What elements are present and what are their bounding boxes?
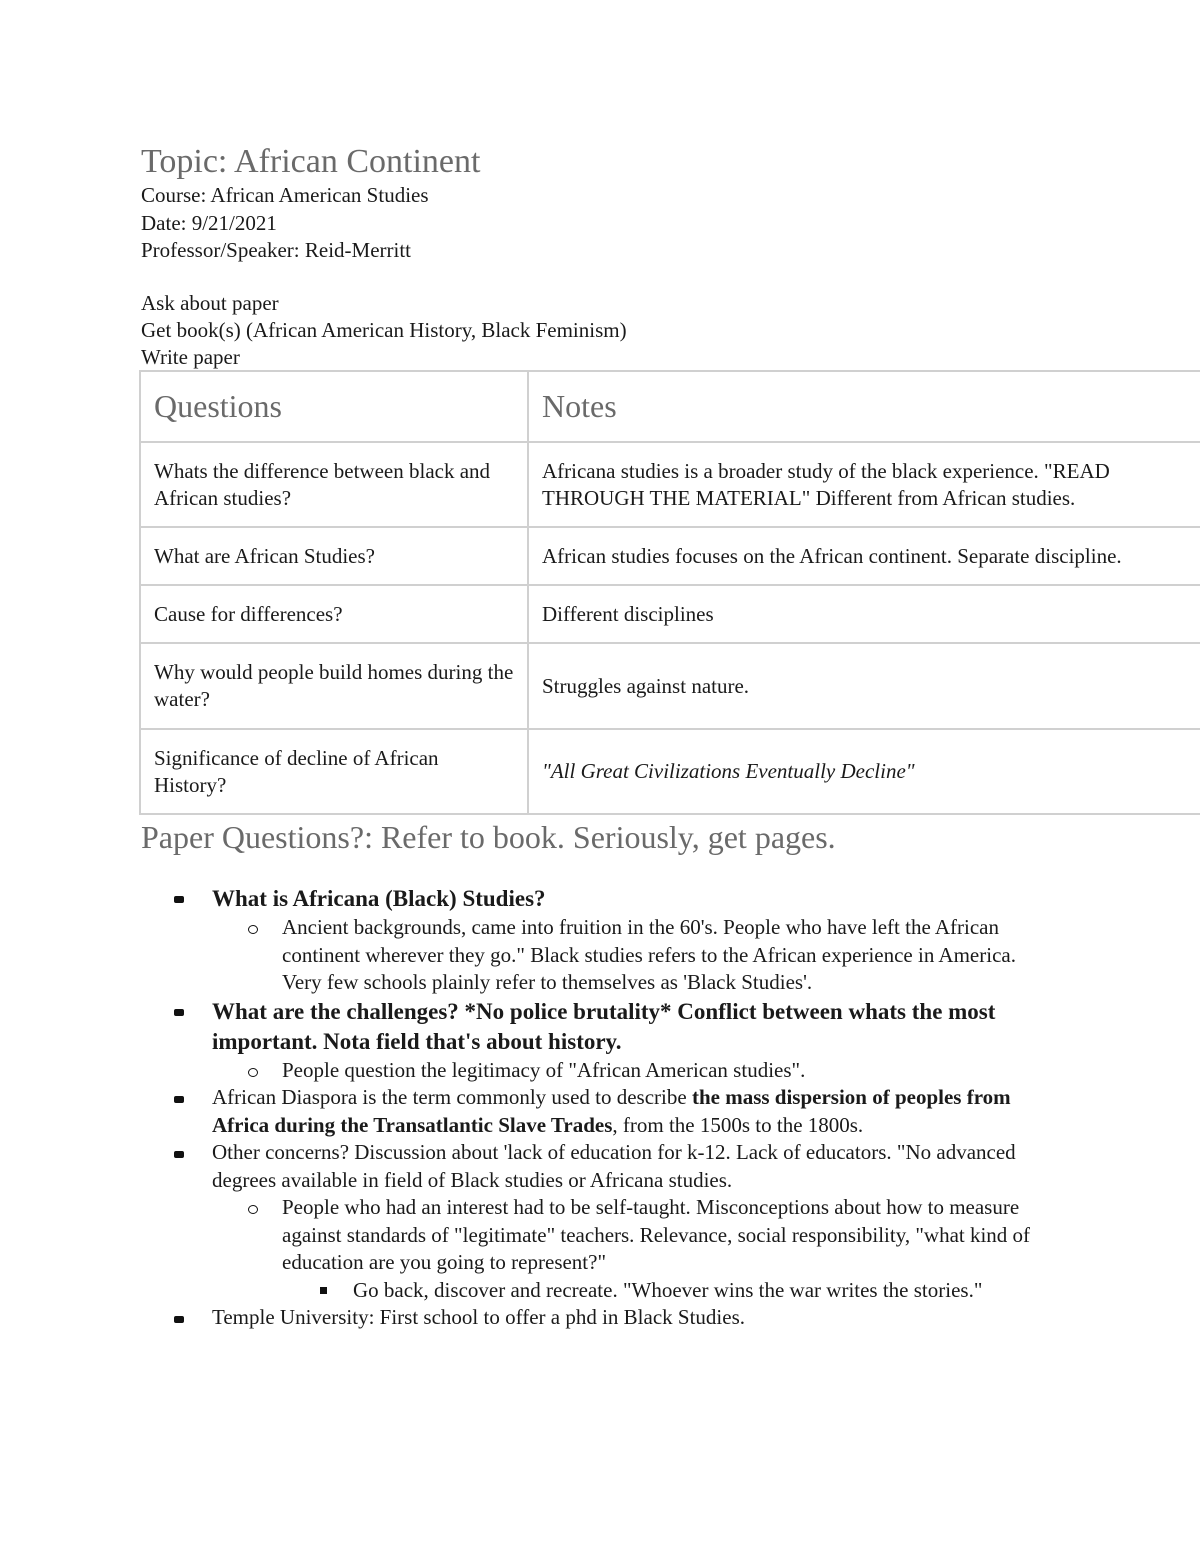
task-item: Write paper — [141, 345, 240, 369]
bullet-marker — [174, 1009, 184, 1016]
list-item-text: Ancient backgrounds, came into fruition in the 60's. People who have left the African continent wherever they go." Black studies refers to the African experience in America. Very few schools plainly refer to themselves as 'Black Studies'. — [282, 915, 1016, 994]
question-cell: Why would people build homes during the water? — [140, 643, 528, 729]
question-cell: What are African Studies? — [140, 527, 528, 585]
note-cell: African studies focuses on the African continent. Separate discipline. — [528, 527, 1200, 585]
circle-bullet-marker — [248, 925, 258, 934]
date-line: Date: 9/21/2021 — [141, 210, 277, 235]
list-item-text: Temple University: First school to offer a phd in Black Studies. — [212, 1305, 745, 1329]
section-title: Paper Questions?: Refer to book. Seriously, get pages. — [141, 819, 836, 855]
task-list — [141, 290, 627, 371]
note-cell: Struggles against nature. — [528, 643, 1200, 729]
list-item-bold-text: the mass dispersion of peoples from Africa during the Transatlantic Slave Trades — [212, 1085, 1011, 1137]
list-item-text: Other concerns? Discussion about 'lack of education for k-12. Lack of educators. "No advanced degrees available in field of Black studies or Africana studies. — [212, 1140, 1016, 1192]
list-item-text: What are the challenges? *No police brutality* Conflict between whats the most important. Nota field that's about history. — [212, 998, 996, 1054]
question-cell: Significance of decline of African History? — [140, 729, 528, 814]
list-item — [212, 1304, 1062, 1332]
note-cell: "All Great Civilizations Eventually Decline" — [528, 729, 1200, 814]
list-item — [212, 997, 1062, 1057]
question-cell: Whats the difference between black and African studies? — [140, 442, 528, 527]
question-cell: Cause for differences? — [140, 585, 528, 643]
table-row — [140, 442, 1200, 527]
table-row — [140, 729, 1200, 814]
list-item — [212, 1139, 1062, 1194]
circle-bullet-marker — [248, 1205, 258, 1214]
note-cell: Africana studies is a broader study of the black experience. "READ THROUGH THE MATERIAL" Different from African studies. — [528, 442, 1200, 527]
list-item-text: People question the legitimacy of "African American studies". — [282, 1057, 806, 1082]
circle-bullet-marker — [248, 1068, 258, 1077]
questions-header: Questions — [140, 371, 528, 442]
list-item-text: , from the 1500s to the 1800s. — [612, 1112, 864, 1137]
table-row — [140, 643, 1200, 729]
square-bullet-marker — [320, 1287, 327, 1294]
speaker-line: Professor/Speaker: Reid-Merritt — [141, 238, 412, 262]
list-item-text: What is Africana (Black) Studies? — [212, 886, 546, 911]
note-cell: Different disciplines — [528, 585, 1200, 643]
list-item — [212, 884, 1062, 914]
list-item — [282, 1057, 1042, 1085]
bullet-marker — [174, 1151, 184, 1158]
table-header-row — [140, 371, 1200, 442]
meta-block — [141, 182, 429, 265]
list-item — [212, 1084, 1062, 1139]
list-item-text: African Diaspora is the term commonly used to describe — [212, 1085, 692, 1109]
table-row — [140, 585, 1200, 643]
page-title: Topic: African Continent — [141, 143, 481, 180]
course-line: Course: African American Studies — [141, 183, 429, 207]
list-item-text: Go back, discover and recreate. "Whoever wins the war writes the stories." — [353, 1277, 983, 1302]
notes-table — [139, 370, 1200, 815]
notes-header: Notes — [528, 371, 1200, 442]
bullet-marker — [174, 896, 184, 903]
list-item — [353, 1277, 1113, 1305]
bullet-marker — [174, 1096, 184, 1103]
list-item — [282, 1194, 1042, 1277]
bullet-list — [141, 884, 1141, 1332]
task-item: Ask about paper — [141, 291, 279, 315]
table-row — [140, 527, 1200, 585]
list-item — [282, 914, 1042, 997]
bullet-marker — [174, 1316, 184, 1323]
list-item-text: People who had an interest had to be self-taught. Misconceptions about how to measure against standards of "legitimate" teachers. Relevance, social responsibility, "what kind of education are you going to represent?" — [282, 1195, 1031, 1274]
task-item: Get book(s) (African American History, Black Feminism) — [141, 318, 627, 342]
